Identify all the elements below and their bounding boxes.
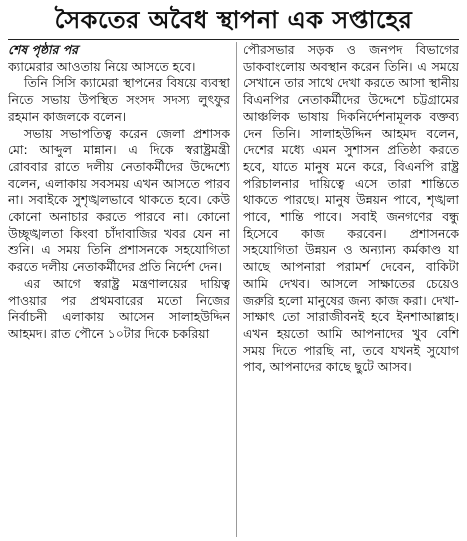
paragraph: পৌরসভার সড়ক ও জনপদ বিভাগের ডাকবাংলোয় অবস্থান করেন তিনি। এ সময়ে সেখানে তার সাথে দেখা করতে আসা স্থানীয় বিএনপির নেতাকর্মীদের উদ্দেশে চট্টগ্রামের আঞ্চলিক ভাষায় দিকনির্দেশনামূলক বক্তব্য দেন তিনি। সালাহউদ্দিন আহমদ বলেন, দেশের মধ্যে এমন সুশাসন প্রতিষ্ঠা করতে হবে, যাতে মানুষ মনে করে, বিএনপি রাষ্ট্র পরিচালনার দায়িত্বে এসে তারা শান্তিতে থাকতে পারছে। মানুষ উন্নয়ন পাবে, শৃঙ্খলা পাবে, শান্তি পাবে। সবাই জনগণের বন্ধু হিসেবে কাজ করবেন। প্রশাসনকে সহযোগিতা উন্নয়ন ও অন্যান্য কর্মকাণ্ড যা আছে আপনারা পরামর্শ দেবেন, বাকিটা আমি দেখব। আসলে সাক্ষাতের চেয়েও জরুরি হলো মানুষের জন্য কাজ করা। দেখা-সাক্ষাৎ তো সারাজীবনই হবে ইনশাআল্লাহ। এখন হয়তো আমি আপনাদের খুব বেশি সময় দিতে পারছি না, তবে যখনই সুযোগ পাব, আপনাদের কাছে ছুটে আসব। [243, 42, 459, 375]
right-column [243, 42, 459, 537]
paragraph: সভায় সভাপতিত্ব করেন জেলা প্রশাসক মো: আব্দুল মান্নান। এ দিকে স্বরাষ্ট্রমন্ত্রী রোববার রাতে দলীয় নেতাকর্মীদের উদ্দেশ্যে বলেন, এলাকায় সবসময় এখন আসতে পারব না। সবাইকে সুশৃঙ্খলভাবে থাকতে হবে। কেউ কোনো অনাচার করতে পারবে না। কোনো উচ্ছৃঙ্খলতা কিংবা চাঁদাবাজির খবর যেন না শুনি। এ সময় তিনি প্রশাসনকে সহযোগিতা করতে দলীয় নেতাকর্মীদের প্রতি নির্দেশ দেন। [8, 125, 230, 275]
column-divider [236, 42, 237, 537]
paragraph: ক্যামেরার আওতায় নিয়ে আসতে হবে। [8, 58, 196, 74]
left-column [8, 42, 230, 537]
continuation-byline: শেষ পৃষ্ঠার পর [8, 42, 78, 57]
paragraph: তিনি সিসি ক্যামেরা স্থাপনের বিষয়ে ব্যবস্থা নিতে সভায় উপস্থিত সংসদ সদস্য লুৎফুর রহমান কাজলকে বলেন। [8, 75, 230, 124]
headline-rule [8, 39, 459, 40]
headline: সৈকতের অবৈধ স্থাপনা এক সপ্তাহের [54, 6, 413, 34]
paragraph: এর আগে স্বরাষ্ট্র মন্ত্রণালয়ের দায়িত্ব পাওয়ার পর প্রথমবারের মতো নিজের নির্বাচনী এলাকায় আসেন সালাহউদ্দিন আহমদ। রাত পৌনে ১০টার দিকে চকরিয়া [8, 275, 230, 341]
